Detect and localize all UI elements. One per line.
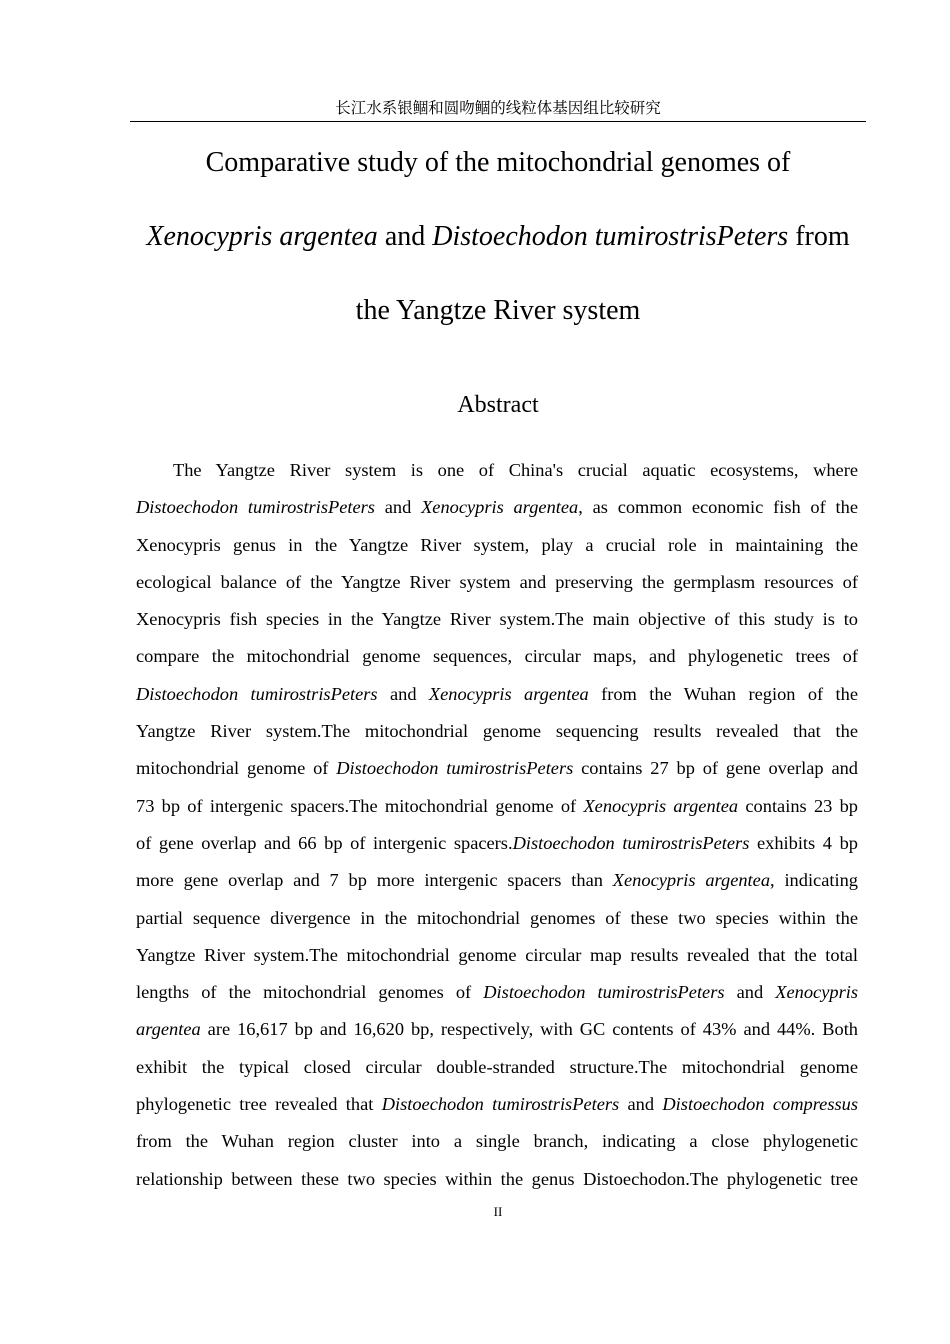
species-name: Distoechodon tumirostrisPeters — [512, 832, 750, 853]
text-run: from the Wuhan region of the — [588, 683, 858, 704]
text-run: Xenocypris genus in the Yangtze River system, play a crucial role in maintaining the — [136, 534, 858, 555]
text-run: are 16,617 bp and 16,620 bp, respectively, with GC contents of 43% and 44%. Both — [200, 1019, 858, 1040]
abstract-line — [136, 862, 858, 899]
text-run: contains 23 bp — [738, 795, 858, 816]
text-run: ecological balance of the Yangtze River system and preserving the germplasm resources of — [136, 571, 858, 592]
running-title: 长江水系银鲴和圆吻鲴的线粒体基因组比较研究 — [335, 99, 661, 117]
text-run: contains 27 bp of gene overlap and — [573, 758, 859, 779]
abstract-line — [136, 638, 858, 675]
text-run: Yangtze River system.The mitochondrial genome circular map results revealed that the total — [136, 944, 858, 965]
abstract-line — [136, 452, 858, 489]
species-name: Xenocypris argentea — [583, 795, 739, 816]
text-run: mitochondrial genome of — [136, 758, 337, 779]
abstract-body — [136, 452, 858, 1198]
text-run: and — [374, 497, 422, 518]
title-line-2 — [128, 220, 868, 254]
abstract-line — [136, 750, 858, 787]
species-name: Distoechodon tumirostrisPeters — [136, 683, 378, 704]
abstract-line — [136, 527, 858, 564]
abstract-line — [136, 1011, 858, 1048]
text-run: , indicating — [770, 870, 858, 891]
abstract-heading: Abstract — [457, 392, 539, 418]
species-name: Xenocypris argentea — [421, 497, 579, 518]
page-number: II — [493, 1204, 503, 1219]
text-run: more gene overlap and 7 bp more intergenic spacers than — [136, 870, 613, 891]
text-run: relationship between these two species within the genus Distoechodon.The phylogenetic tree — [136, 1168, 858, 1189]
text-run: lengths of the mitochondrial genomes of — [136, 982, 484, 1003]
text-run: and — [377, 683, 429, 704]
abstract-line — [136, 676, 858, 713]
species-name: Xenocypris argentea — [146, 221, 378, 252]
abstract-line — [136, 937, 858, 974]
species-name: Distoechodon tumirostrisPeters — [483, 982, 725, 1003]
abstract-line — [136, 713, 858, 750]
text-run: 73 bp of intergenic spacers.The mitochondrial genome of — [136, 795, 584, 816]
abstract-line — [136, 1123, 858, 1160]
abstract-line — [136, 974, 858, 1011]
text-run: from the Wuhan region cluster into a single branch, indicating a close phylogenetic — [136, 1131, 858, 1152]
text-run: The Yangtze River system is one of China's crucial aquatic ecosystems, where — [173, 460, 858, 480]
abstract-line — [136, 900, 858, 937]
abstract-line — [136, 1049, 858, 1086]
species-name: Xenocypris — [775, 982, 858, 1003]
title-text: Comparative study of the mitochondrial genomes of — [205, 147, 791, 178]
title-line-1 — [128, 146, 868, 180]
text-run: and — [724, 982, 776, 1003]
abstract-line — [136, 1086, 858, 1123]
text-run: and — [619, 1094, 663, 1115]
abstract-line — [136, 489, 858, 526]
text-run: partial sequence divergence in the mitochondrial genomes of these two species within the — [136, 907, 858, 928]
title-line-3 — [128, 294, 868, 328]
abstract-line — [136, 788, 858, 825]
species-name: Xenocypris argentea — [612, 870, 771, 891]
text-run: compare the mitochondrial genome sequences, circular maps, and phylogenetic trees of — [136, 646, 858, 667]
text-run: phylogenetic tree revealed that — [136, 1094, 382, 1115]
abstract-line — [136, 601, 858, 638]
text-run: , as common economic fish of the — [578, 497, 858, 518]
running-header — [130, 97, 866, 122]
abstract-line — [136, 825, 858, 862]
species-name: Distoechodon tumirostrisPeters — [432, 221, 789, 252]
species-name: Distoechodon tumirostrisPeters — [381, 1094, 620, 1115]
species-name: Distoechodon compressus — [662, 1094, 859, 1115]
title-text: from — [788, 221, 850, 252]
text-run: Xenocypris fish species in the Yangtze River system.The main objective of this study is to — [136, 609, 858, 630]
species-name: Distoechodon tumirostrisPeters — [136, 497, 375, 518]
species-name: argentea — [136, 1019, 201, 1040]
text-run: exhibit the typical closed circular double-stranded structure.The mitochondrial genome — [136, 1056, 858, 1077]
text-run: of gene overlap and 66 bp of intergenic spacers. — [136, 832, 513, 853]
species-name: Distoechodon tumirostrisPeters — [336, 758, 574, 779]
text-run: Yangtze River system.The mitochondrial genome sequencing results revealed that the — [136, 721, 858, 742]
text-run: exhibits 4 bp — [749, 832, 858, 853]
title-text: and — [377, 221, 433, 252]
abstract-line — [136, 1161, 858, 1198]
abstract-line — [136, 564, 858, 601]
title-text: the Yangtze River system — [355, 295, 641, 326]
species-name: Xenocypris argentea — [428, 683, 589, 704]
